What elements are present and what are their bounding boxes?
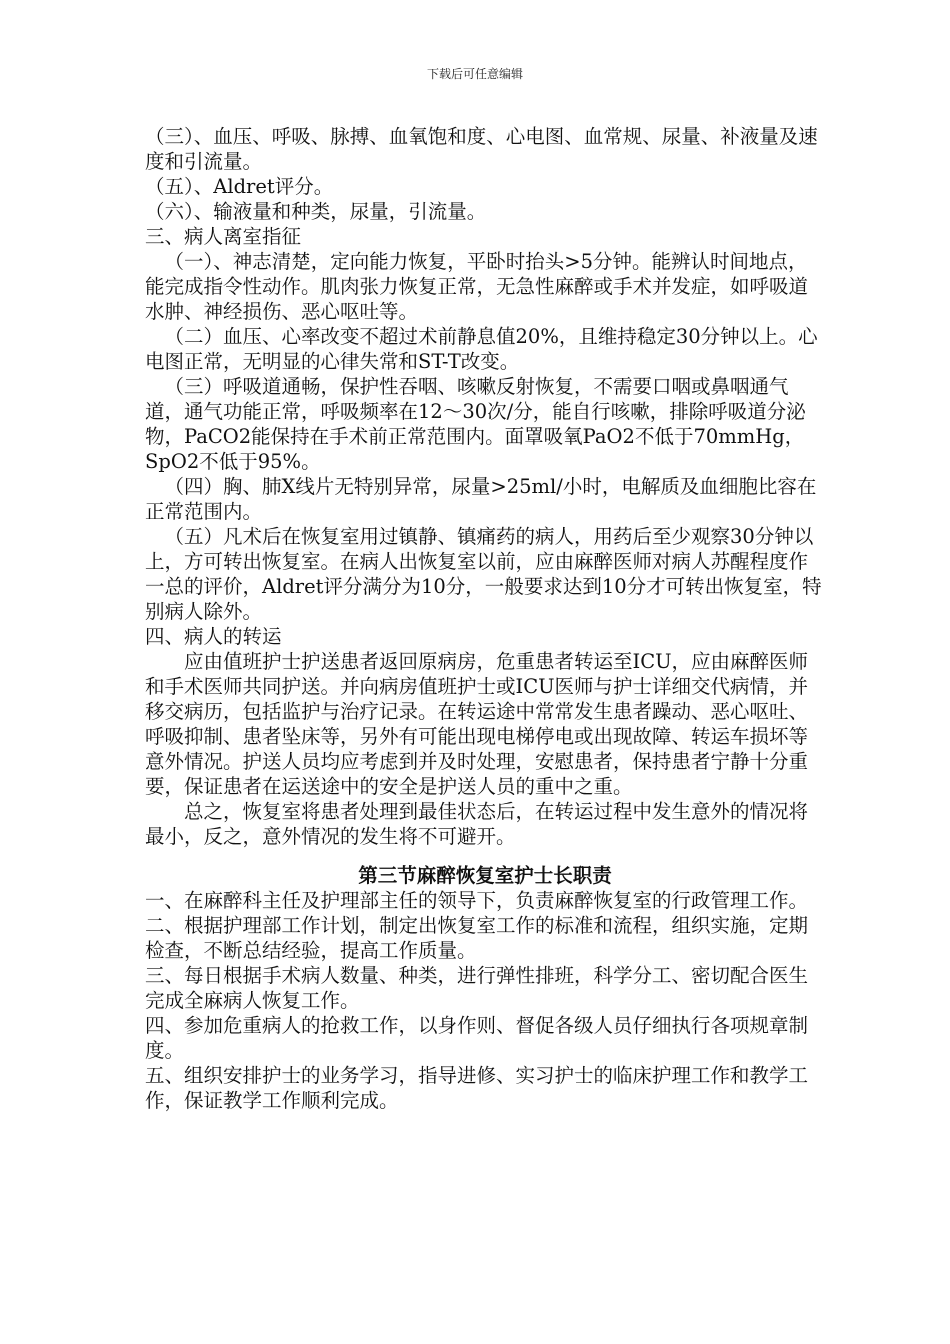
page-header-note: 下载后可任意编辑 bbox=[426, 67, 523, 81]
duty-item: 四、参加危重病人的抢救工作，以身作则、督促各级人员仔细执行各项规章制度。 bbox=[145, 1014, 809, 1062]
section-spacer bbox=[145, 849, 825, 863]
paragraph-monitoring-items: （三）、血压、呼吸、脉搏、血氧饱和度、心电图、血常规、尿量、补液量及速度和引流量。 bbox=[145, 125, 818, 173]
section-title: 第三节麻醉恢复室护士长职责 bbox=[358, 864, 612, 887]
duty-item: 一、在麻醉科主任及护理部主任的领导下，负责麻醉恢复室的行政管理工作。 bbox=[145, 889, 809, 912]
paragraph-criteria-xray: （四）胸、肺X线片无特别异常，尿量>25ml/小时，电解质及血细胞比容在正常范围内。 bbox=[145, 475, 817, 523]
paragraph-transport-summary: 总之，恢复室将患者处理到最佳状态后，在转运过程中发生意外的情况将最小，反之，意外情况的发生将不可避开。 bbox=[145, 800, 809, 848]
paragraph-criteria-airway: （三）呼吸道通畅，保护性吞咽、咳嗽反射恢复，不需要口咽或鼻咽通气道，通气功能正常，呼吸频率在12～30次/分，能自行咳嗽，排除呼吸道分泌物，PaCO2能保持在手术前正常范围内。面罩吸氧PaO2不低于70mmHg，SpO2不低于95%。 bbox=[145, 375, 806, 473]
duty-item: 二、根据护理部工作计划，制定出恢复室工作的标准和流程，组织实施，定期检查，不断总结经验，提高工作质量。 bbox=[145, 914, 809, 962]
paragraph-fluid-volume: （六）、输液量和种类，尿量，引流量。 bbox=[145, 200, 487, 223]
duty-item: 三、每日根据手术病人数量、种类，进行弹性排班，科学分工、密切配合医生完成全麻病人恢复工作。 bbox=[145, 964, 809, 1012]
paragraph-transport-procedure: 应由值班护士护送患者返回原病房，危重患者转运至ICU，应由麻醉医师和手术医师共同护送。并向病房值班护士或ICU医师与护士详细交代病情，并移交病历，包括监护与治疗记录。在转运途中常常发生患者躁动、恶心呕吐、呼吸抑制、患者坠床等，另外有可能出现电梯停电或出现故障、转运车损坏等意外情况。护送人员均应考虑到并及时处理，安慰患者，保持患者宁静十分重要，保证患者在运送途中的安全是护送人员的重中之重。 bbox=[145, 650, 809, 798]
document-body bbox=[145, 124, 825, 1113]
paragraph-criteria-sedation: （五）凡术后在恢复室用过镇静、镇痛药的病人，用药后至少观察30分钟以上，方可转出恢复室。在病人出恢复室以前，应由麻醉医师对病人苏醒程度作一总的评价，Aldret评分满分为10分，一般要求达到10分才可转出恢复室，特别病人除外。 bbox=[145, 525, 822, 623]
paragraph-criteria-consciousness: （一）、神志清楚，定向能力恢复，平卧时抬头>5分钟。能辨认时间地点，能完成指令性动作。肌肉张力恢复正常，无急性麻醉或手术并发症，如呼吸道水肿、神经损伤、恶心呕吐等。 bbox=[145, 250, 809, 323]
heading-patient-transport: 四、病人的转运 bbox=[145, 625, 282, 648]
duty-item: 五、组织安排护士的业务学习，指导进修、实习护士的临床护理工作和教学工作，保证教学工作顺利完成。 bbox=[145, 1064, 809, 1112]
heading-discharge-criteria: 三、病人离室指征 bbox=[145, 225, 302, 248]
paragraph-criteria-blood-pressure: （二）血压、心率改变不超过术前静息值20%，且维持稳定30分钟以上。心电图正常，无明显的心律失常和ST-T改变。 bbox=[145, 325, 818, 373]
paragraph-aldret-score: （五）、Aldret评分。 bbox=[145, 175, 334, 198]
